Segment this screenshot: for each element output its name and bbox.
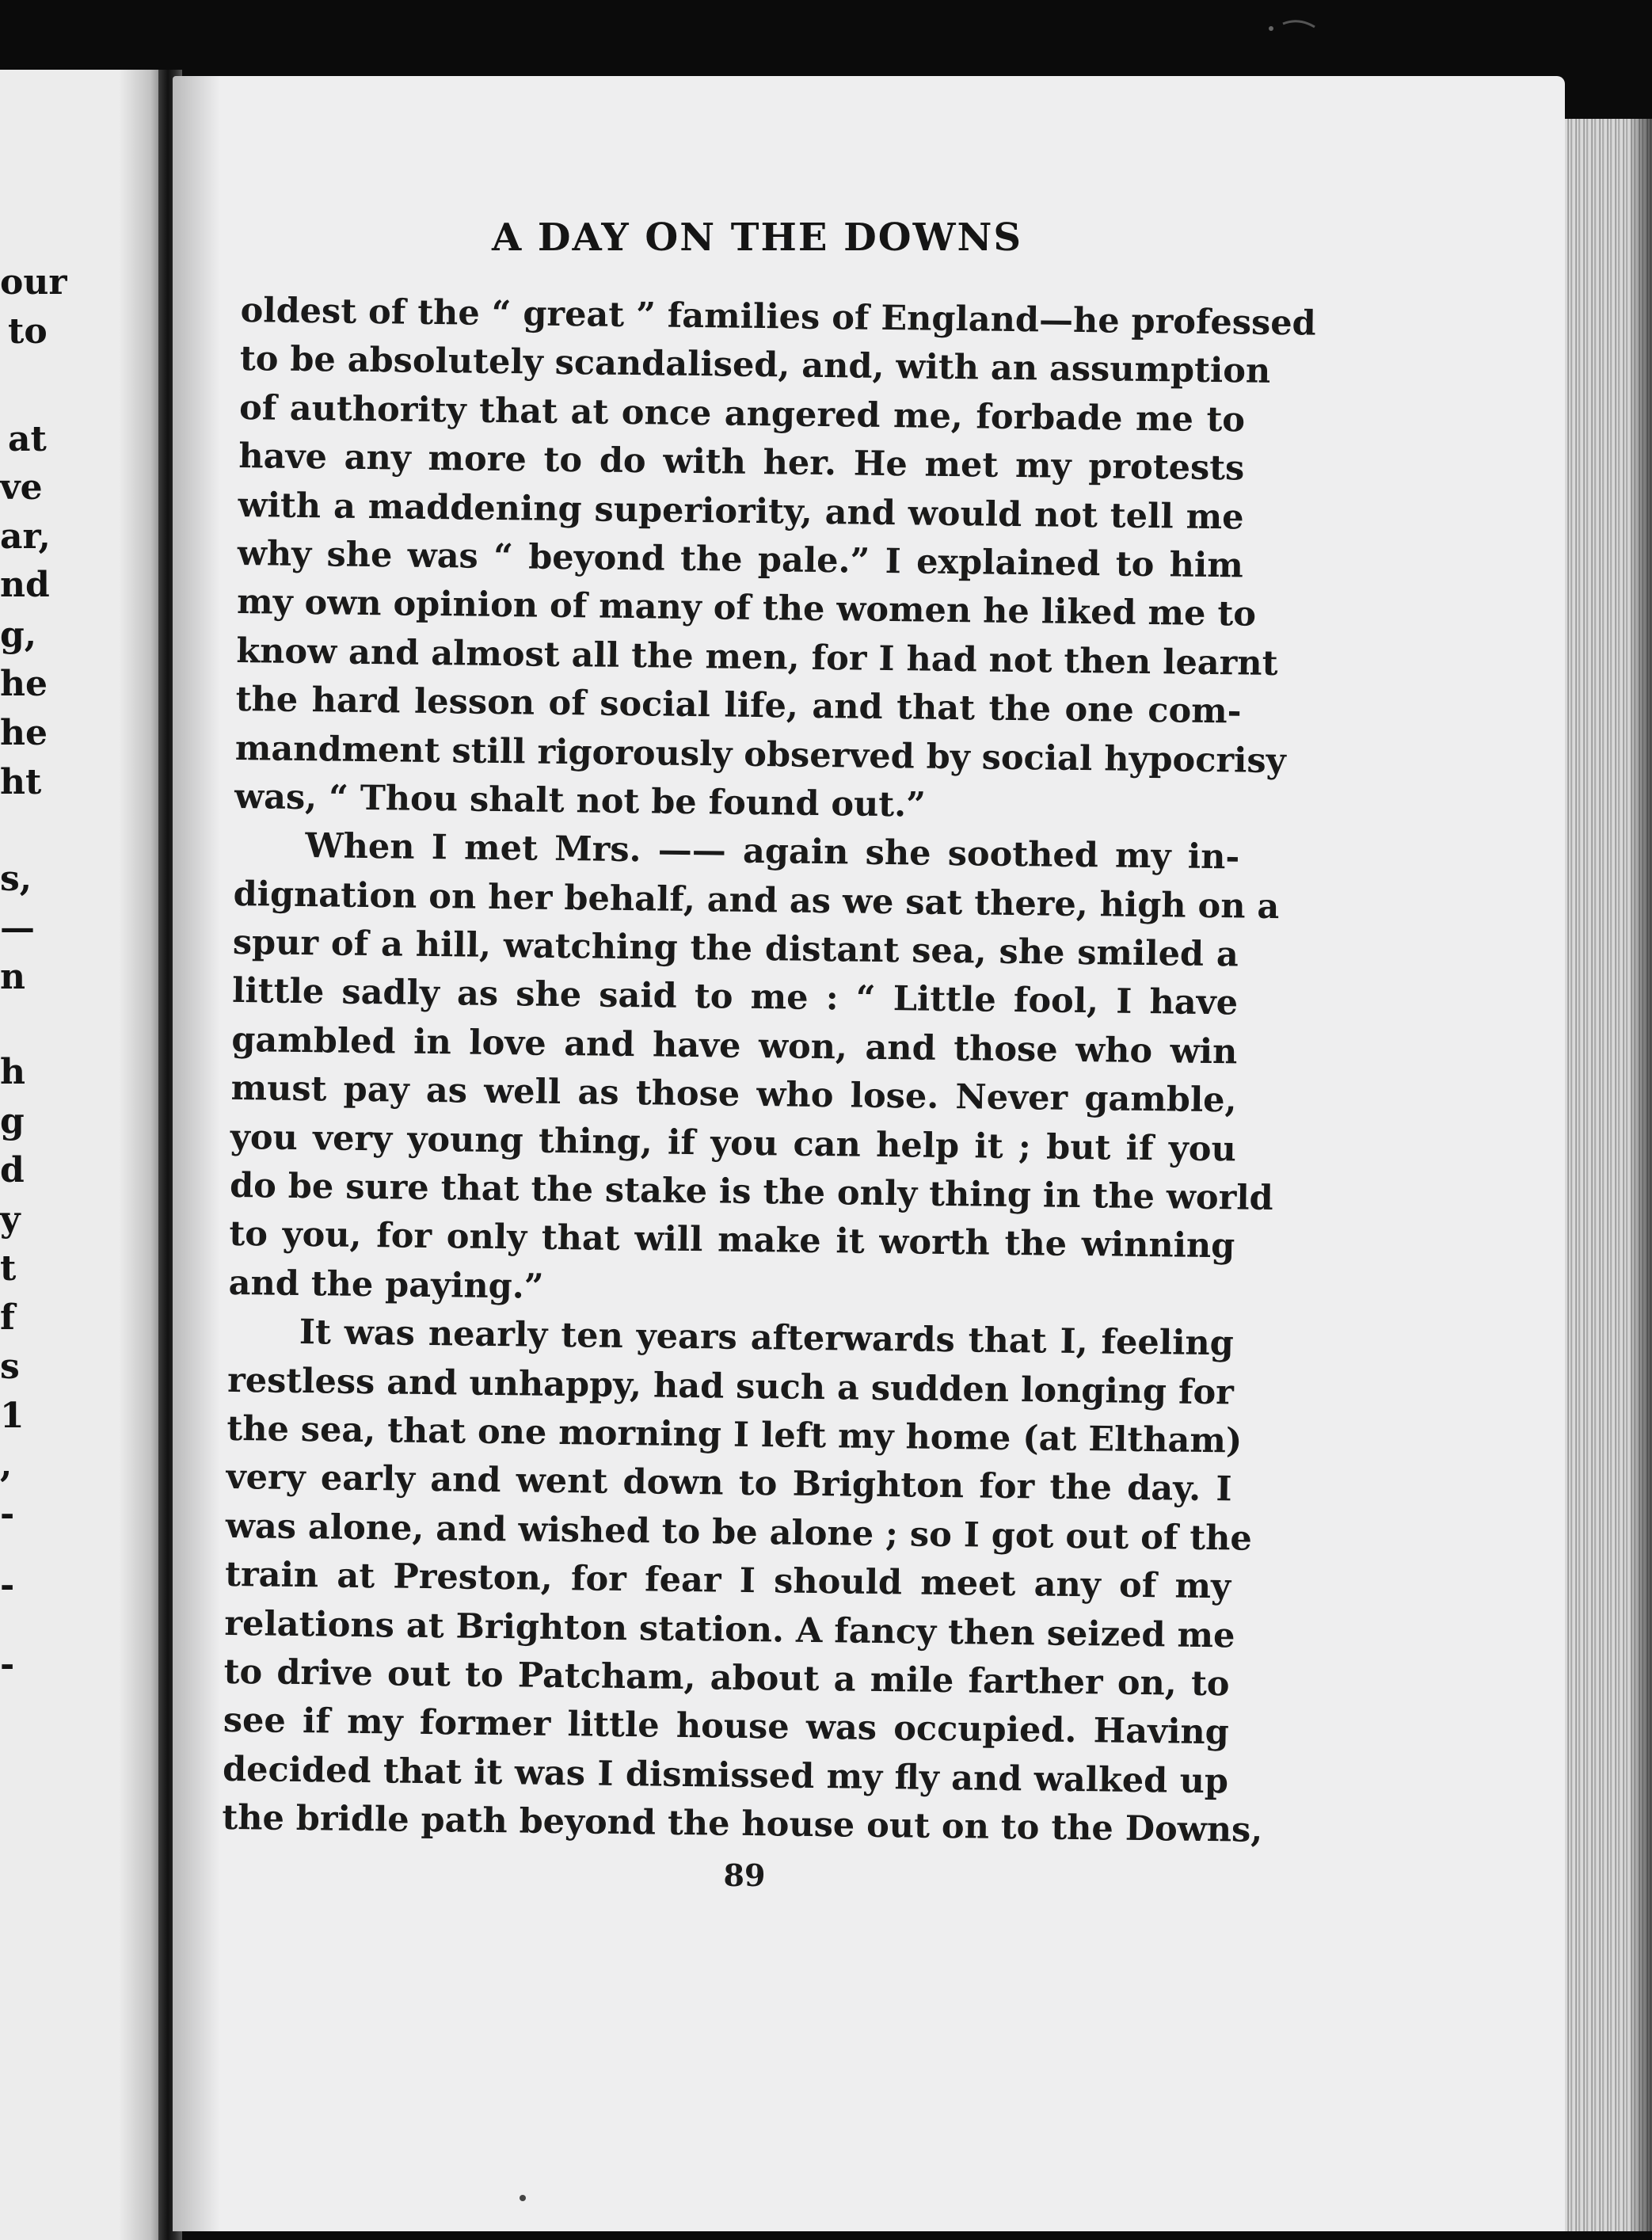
text-line: very early and went down to Brighton for the day. I xyxy=(226,1457,1232,1510)
gutter-shadow xyxy=(119,70,158,2240)
page-inner-shadow xyxy=(173,76,220,2231)
text-line: the hard lesson of social life, and that the one com- xyxy=(235,680,1242,732)
page-edges-shadow xyxy=(1628,119,1652,2231)
text-line: my own opinion of many of the women he liked me to xyxy=(236,582,1257,635)
text-line: the sea, that one morning I left my home (at Eltham) xyxy=(226,1408,1243,1461)
text-line: the bridle path beyond the house out on to the Downs, xyxy=(222,1797,1263,1851)
facing-page-line: - xyxy=(0,1565,15,1606)
text-line: dignation on her behalf, and as we sat there, high on a xyxy=(233,874,1280,927)
facing-page-line: s, xyxy=(0,859,32,899)
text-line: see if my former little house was occupied. Having xyxy=(223,1701,1230,1753)
facing-page-line: y xyxy=(0,1199,21,1240)
text-line: have any more to do with her. He met my protests xyxy=(238,436,1245,489)
text-line: relations at Brighton station. A fancy then seized me xyxy=(224,1603,1235,1656)
text-line: of authority that at once angered me, forbade me to xyxy=(238,387,1246,440)
text-line: oldest of the “ great ” families of England—he professed xyxy=(240,290,1316,344)
text-line: with a maddening superiority, and would not tell me xyxy=(238,485,1244,538)
text-line: know and almost all the men, for I had not then learnt xyxy=(236,630,1278,684)
text-line: and the paying.” xyxy=(228,1263,544,1307)
facing-page-line: s xyxy=(0,1347,20,1387)
page-edges-stack xyxy=(1565,119,1652,2231)
text-line: train at Preston, for fear I should meet any of my xyxy=(224,1555,1231,1607)
facing-page-line: n xyxy=(0,957,25,997)
facing-page-line: he xyxy=(0,713,48,753)
facing-page-line: t xyxy=(0,1248,17,1289)
facing-page-line: h xyxy=(0,1052,25,1092)
text-line: you very young thing, if you can help it ; but if you xyxy=(230,1117,1237,1170)
text-line: do be sure that the stake is the only thing in the world xyxy=(229,1165,1273,1219)
text-line: to you, for only that will make it worth the winning xyxy=(229,1214,1235,1267)
text-line: When I met Mrs. —— again she soothed my in- xyxy=(305,826,1240,878)
text-line: mandment still rigorously observed by social hypocrisy xyxy=(234,728,1286,781)
facing-page-line: — xyxy=(0,908,35,948)
text-line: It was nearly ten years afterwards that I, feeling xyxy=(299,1312,1235,1364)
text-line: gambled in love and have won, and those who win xyxy=(231,1019,1238,1072)
facing-page-line: d xyxy=(0,1150,25,1190)
facing-page-line: - xyxy=(0,1644,15,1685)
text-line: decided that it was I dismissed my fly and walked up xyxy=(222,1749,1229,1802)
text-line: little sadly as she said to me : “ Little fool, I have xyxy=(231,971,1239,1023)
text-line: was, “ Thou shalt not be found out.” xyxy=(234,776,927,825)
facing-page-line: ht xyxy=(0,762,42,802)
text-line: restless and unhappy, had such a sudden longing for xyxy=(226,1360,1235,1413)
facing-page-line: ar, xyxy=(0,516,51,557)
running-head: A DAY ON THE DOWNS xyxy=(491,215,1023,260)
facing-page-line: our xyxy=(0,262,67,303)
text-line: must pay as well as those who lose. Never gamble, xyxy=(230,1069,1237,1121)
facing-page-line: ve xyxy=(0,467,43,508)
facing-page-line: , xyxy=(0,1445,13,1485)
text-line: spur of a hill, watching the distant sea, she smiled a xyxy=(232,923,1239,975)
facing-page-line: 1 xyxy=(0,1396,25,1436)
facing-page-line: - xyxy=(0,1494,15,1534)
text-line: to be absolutely scandalised, and, with an assumption xyxy=(239,339,1271,392)
facing-page-line: f xyxy=(0,1297,15,1338)
text-line: was alone, and wished to be alone ; so I got out of the xyxy=(225,1506,1253,1559)
facing-page-line: g xyxy=(0,1101,25,1141)
facing-page-line: he xyxy=(0,664,48,704)
facing-page-line: at xyxy=(8,419,47,459)
facing-page-line: g, xyxy=(0,615,37,655)
text-line: to drive out to Patcham, about a mile farther on, to xyxy=(223,1651,1230,1705)
body-text xyxy=(222,287,1316,1855)
page-number: 89 xyxy=(723,1857,766,1893)
text-line: why she was “ beyond the pale.” I explained to him xyxy=(237,533,1244,586)
facing-page-line: nd xyxy=(0,565,50,605)
facing-page-left xyxy=(0,70,159,2240)
facing-page-line: to xyxy=(8,311,48,352)
